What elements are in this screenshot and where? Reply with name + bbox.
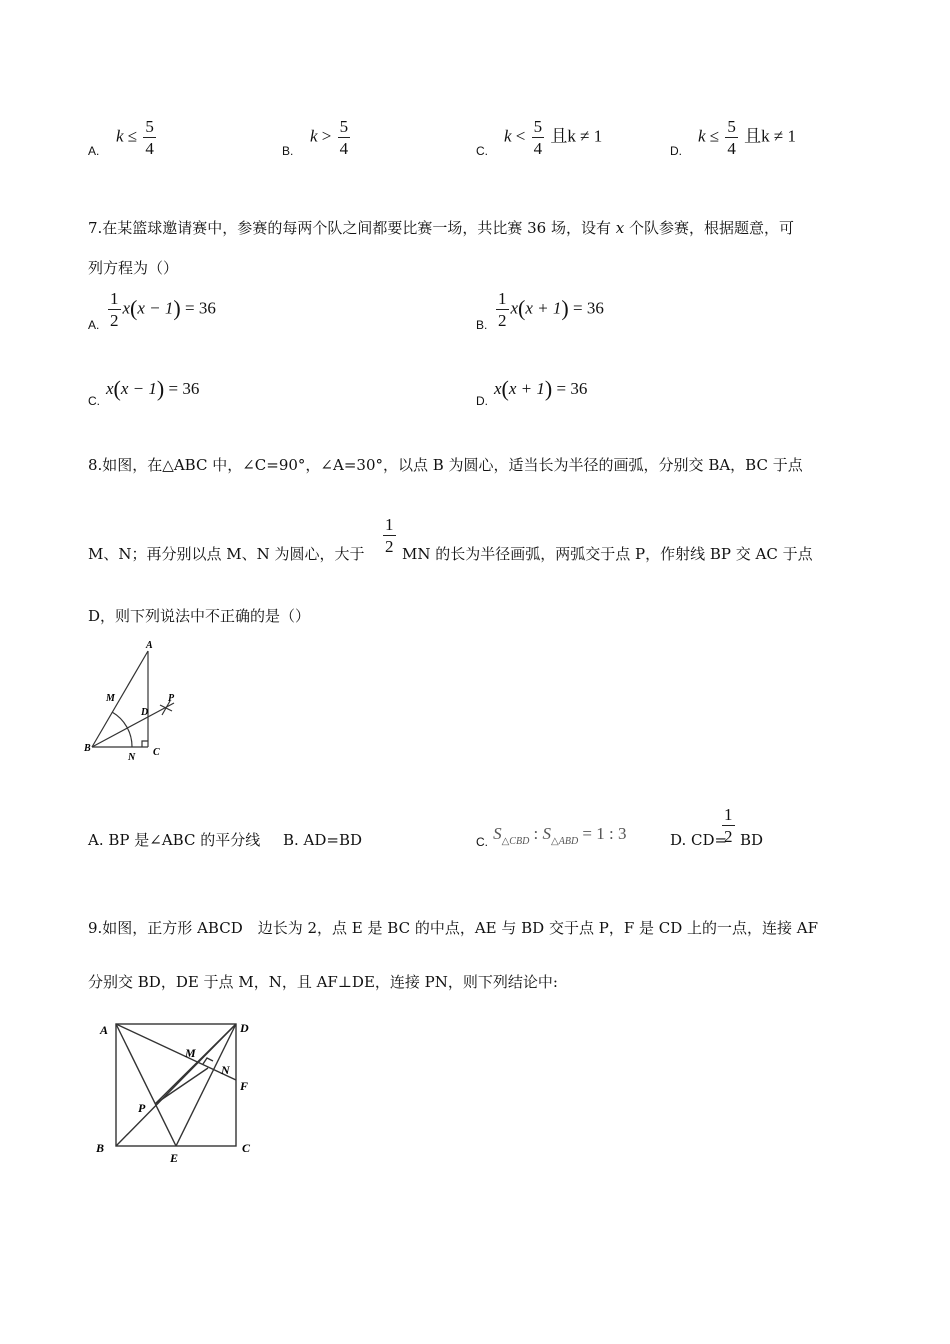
label-b: B	[84, 743, 91, 754]
q9-stem-line2: 分别交 BD，DE 于点 M，N，且 AF⊥DE，连接 PN，则下列结论中:	[88, 973, 558, 991]
option-label: D.	[670, 144, 682, 158]
condition: 且k ≠ 1	[550, 126, 603, 146]
condition: 且k ≠ 1	[744, 126, 796, 146]
var-k: k	[698, 126, 706, 146]
label-m: M	[106, 693, 115, 704]
operator: ≤	[709, 126, 720, 146]
fraction: $\frac{5}{4}$	[533, 117, 543, 158]
label-n: N	[128, 752, 136, 763]
arc-mn	[112, 712, 132, 747]
var-k: k	[116, 126, 124, 146]
label-c: C	[153, 747, 160, 758]
label-d: D	[240, 1021, 249, 1035]
operator: >	[321, 126, 332, 146]
fraction: $\frac{5}{4}$	[339, 117, 349, 158]
var-x: x	[615, 219, 625, 237]
label-p: P	[168, 693, 175, 704]
operator: ≤	[127, 126, 138, 146]
label-a: A	[100, 1023, 109, 1037]
label-n: N	[221, 1063, 230, 1077]
q8-stem-line2: M、N；再分别以点 M、N 为圆心，大于	[88, 545, 365, 563]
seg-ae	[116, 1024, 176, 1146]
q6-option-c	[476, 117, 603, 158]
seg-de	[176, 1024, 236, 1146]
q8-half-fraction: $\frac{1}{2}$	[385, 515, 394, 556]
operator: <	[515, 126, 526, 146]
var-k: k	[310, 126, 318, 146]
label-d: D	[141, 707, 149, 718]
q8-option-b: B. AD=BD	[283, 831, 363, 849]
q8-stem-line1: 8.如图，在△ABC 中，∠C=90°，∠A=30°，以点 B 为圆心，适当长为半径的画弧，分别交 BA，BC 于点	[88, 456, 803, 474]
label-p: P	[138, 1101, 146, 1115]
option-label: C.	[476, 144, 488, 158]
q8-figure-triangle	[80, 635, 190, 765]
option-label: B.	[282, 144, 294, 158]
q8-option-c: $_{C.}$ $S_{\triangle CBD}$ : $S_{\triangle ABD} = 1$ : 3	[476, 824, 627, 849]
q6-option-d	[670, 117, 796, 158]
label-c: C	[242, 1141, 251, 1155]
label-e: E	[170, 1151, 179, 1162]
q7-stem-line2: 列方程为（）	[88, 259, 179, 277]
q6-option-b	[282, 117, 349, 158]
right-angle-mark	[142, 741, 148, 747]
label-a: A	[146, 640, 153, 651]
seg-af	[116, 1024, 236, 1080]
q8-option-a: A. BP 是∠ABC 的平分线	[88, 831, 261, 849]
right-angle-mark	[203, 1058, 213, 1064]
var-k: k	[504, 126, 512, 146]
label-b: B	[96, 1141, 105, 1155]
q6-option-a	[88, 117, 154, 158]
option-label: A.	[88, 144, 100, 158]
q9-figure-square	[88, 1012, 268, 1162]
fraction: $\frac{5}{4}$	[727, 117, 736, 158]
label-m: M	[185, 1046, 196, 1060]
q9-stem-line1: 9.如图，正方形 ABCD 边长为 2，点 E 是 BC 的中点，AE 与 BD 交于点 P，F 是 CD 上的一点，连接 AF	[88, 919, 819, 937]
fraction: $\frac{5}{4}$	[145, 117, 154, 158]
q8-stem-line3: D，则下列说法中不正确的是（）	[88, 607, 311, 625]
q7-stem-line1: 7.在某篮球邀请赛中，参赛的每两个队之间都要比赛一场，共比赛 36 场，设有 x 个队参赛，根据题意，可	[88, 219, 794, 237]
label-f: F	[240, 1079, 249, 1093]
q8-stem-line2-rest: MN 的长为半径画弧，两弧交于点 P，作射线 BP 交 AC 于点	[402, 545, 813, 563]
